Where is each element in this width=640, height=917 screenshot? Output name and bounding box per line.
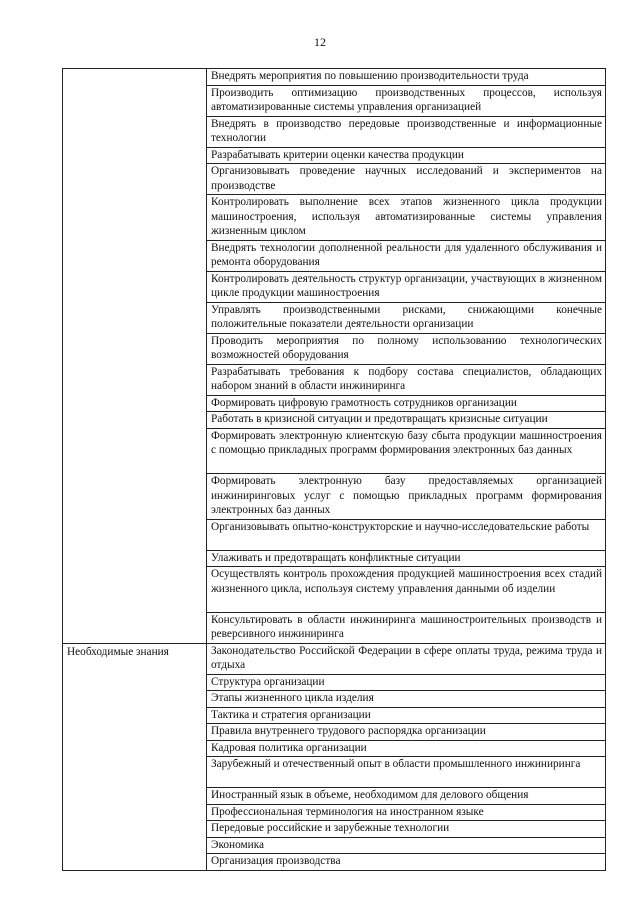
page-number: 12 bbox=[314, 35, 326, 49]
skill-item: Внедрять мероприятия по повышению производительности труда bbox=[211, 70, 529, 82]
skills-label-cell bbox=[63, 69, 207, 644]
skill-item: Формировать электронную клиентскую базу сбыта продукции машиностроения с помощью прикладных программ формирования электронных баз данных bbox=[207, 428, 605, 474]
knowledge-item: Экономика bbox=[207, 837, 605, 854]
knowledge-row bbox=[63, 643, 606, 870]
knowledge-item: Профессиональная терминология на иностранном языке bbox=[207, 804, 605, 821]
skill-item: Организовывать опытно-конструкторские и научно-исследовательские работы bbox=[207, 519, 605, 550]
knowledge-item: Организация производства bbox=[207, 853, 605, 870]
skill-item: Контролировать выполнение всех этапов жизненного цикла продукции машиностроения, используя автоматизированные системы управления жизненным циклом bbox=[207, 194, 605, 240]
skill-item: Организовывать проведение научных исследований и экспериментов на производстве bbox=[207, 163, 605, 194]
skill-item: Консультировать в области инжиниринга машиностроительных производств и реверсивного инжиниринга bbox=[207, 612, 605, 643]
skill-item: Управлять производственными рисками, снижающими конечные положительные показатели деятельности организации bbox=[207, 302, 605, 333]
skills-items-cell bbox=[207, 69, 606, 644]
skill-item: Формировать цифровую грамотность сотрудников организации bbox=[207, 395, 605, 412]
knowledge-item: Передовые российские и зарубежные технологии bbox=[207, 820, 605, 837]
skill-item: Формировать электронную базу предоставляемых организацией инжиниринговых услуг с помощью прикладных программ формирования электронных баз данных bbox=[207, 473, 605, 519]
skills-label bbox=[63, 69, 206, 71]
knowledge-item: Тактика и стратегия организации bbox=[207, 707, 605, 724]
skills-row bbox=[63, 69, 606, 644]
skill-item: Внедрять технологии дополненной реальности для удаленного обслуживания и ремонта оборудования bbox=[207, 240, 605, 271]
knowledge-items-cell bbox=[207, 643, 606, 870]
knowledge-label: Необходимые знания bbox=[67, 645, 169, 658]
skill-item: Работать в кризисной ситуации и предотвращать кризисные ситуации bbox=[207, 411, 605, 428]
requirements-table bbox=[62, 68, 606, 871]
knowledge-item: Структура организации bbox=[207, 674, 605, 691]
skill-item: Проводить мероприятия по полному использованию технологических возможностей оборудования bbox=[207, 333, 605, 364]
knowledge-item: Законодательство Российской Федерации в сфере оплаты труда, режима труда и отдыха bbox=[211, 644, 602, 671]
skill-item: Осуществлять контроль прохождения продукцией машиностроения всех стадий жизненного цикла, используя систему управления данными об изделии bbox=[207, 566, 605, 612]
skill-item: Контролировать деятельность структур организации, участвующих в жизненном цикле продукции машиностроения bbox=[207, 271, 605, 302]
knowledge-item: Зарубежный и отечественный опыт в области промышленного инжиниринга bbox=[207, 756, 605, 787]
skill-item: Внедрять в производство передовые производственные и информационные технологии bbox=[207, 116, 605, 147]
skill-item: Производить оптимизацию производственных процессов, используя автоматизированные системы управления организацией bbox=[207, 85, 605, 116]
knowledge-label-cell bbox=[63, 643, 207, 870]
skill-item: Разрабатывать критерии оценки качества продукции bbox=[207, 147, 605, 164]
skill-item: Разрабатывать требования к подбору состава специалистов, обладающих набором знаний в области инжиниринга bbox=[207, 364, 605, 395]
knowledge-item: Правила внутреннего трудового распорядка организации bbox=[207, 723, 605, 740]
knowledge-item: Этапы жизненного цикла изделия bbox=[207, 690, 605, 707]
knowledge-item: Кадровая политика организации bbox=[207, 740, 605, 757]
knowledge-item: Иностранный язык в объеме, необходимом для делового общения bbox=[207, 787, 605, 804]
skill-item: Улаживать и предотвращать конфликтные ситуации bbox=[207, 550, 605, 567]
